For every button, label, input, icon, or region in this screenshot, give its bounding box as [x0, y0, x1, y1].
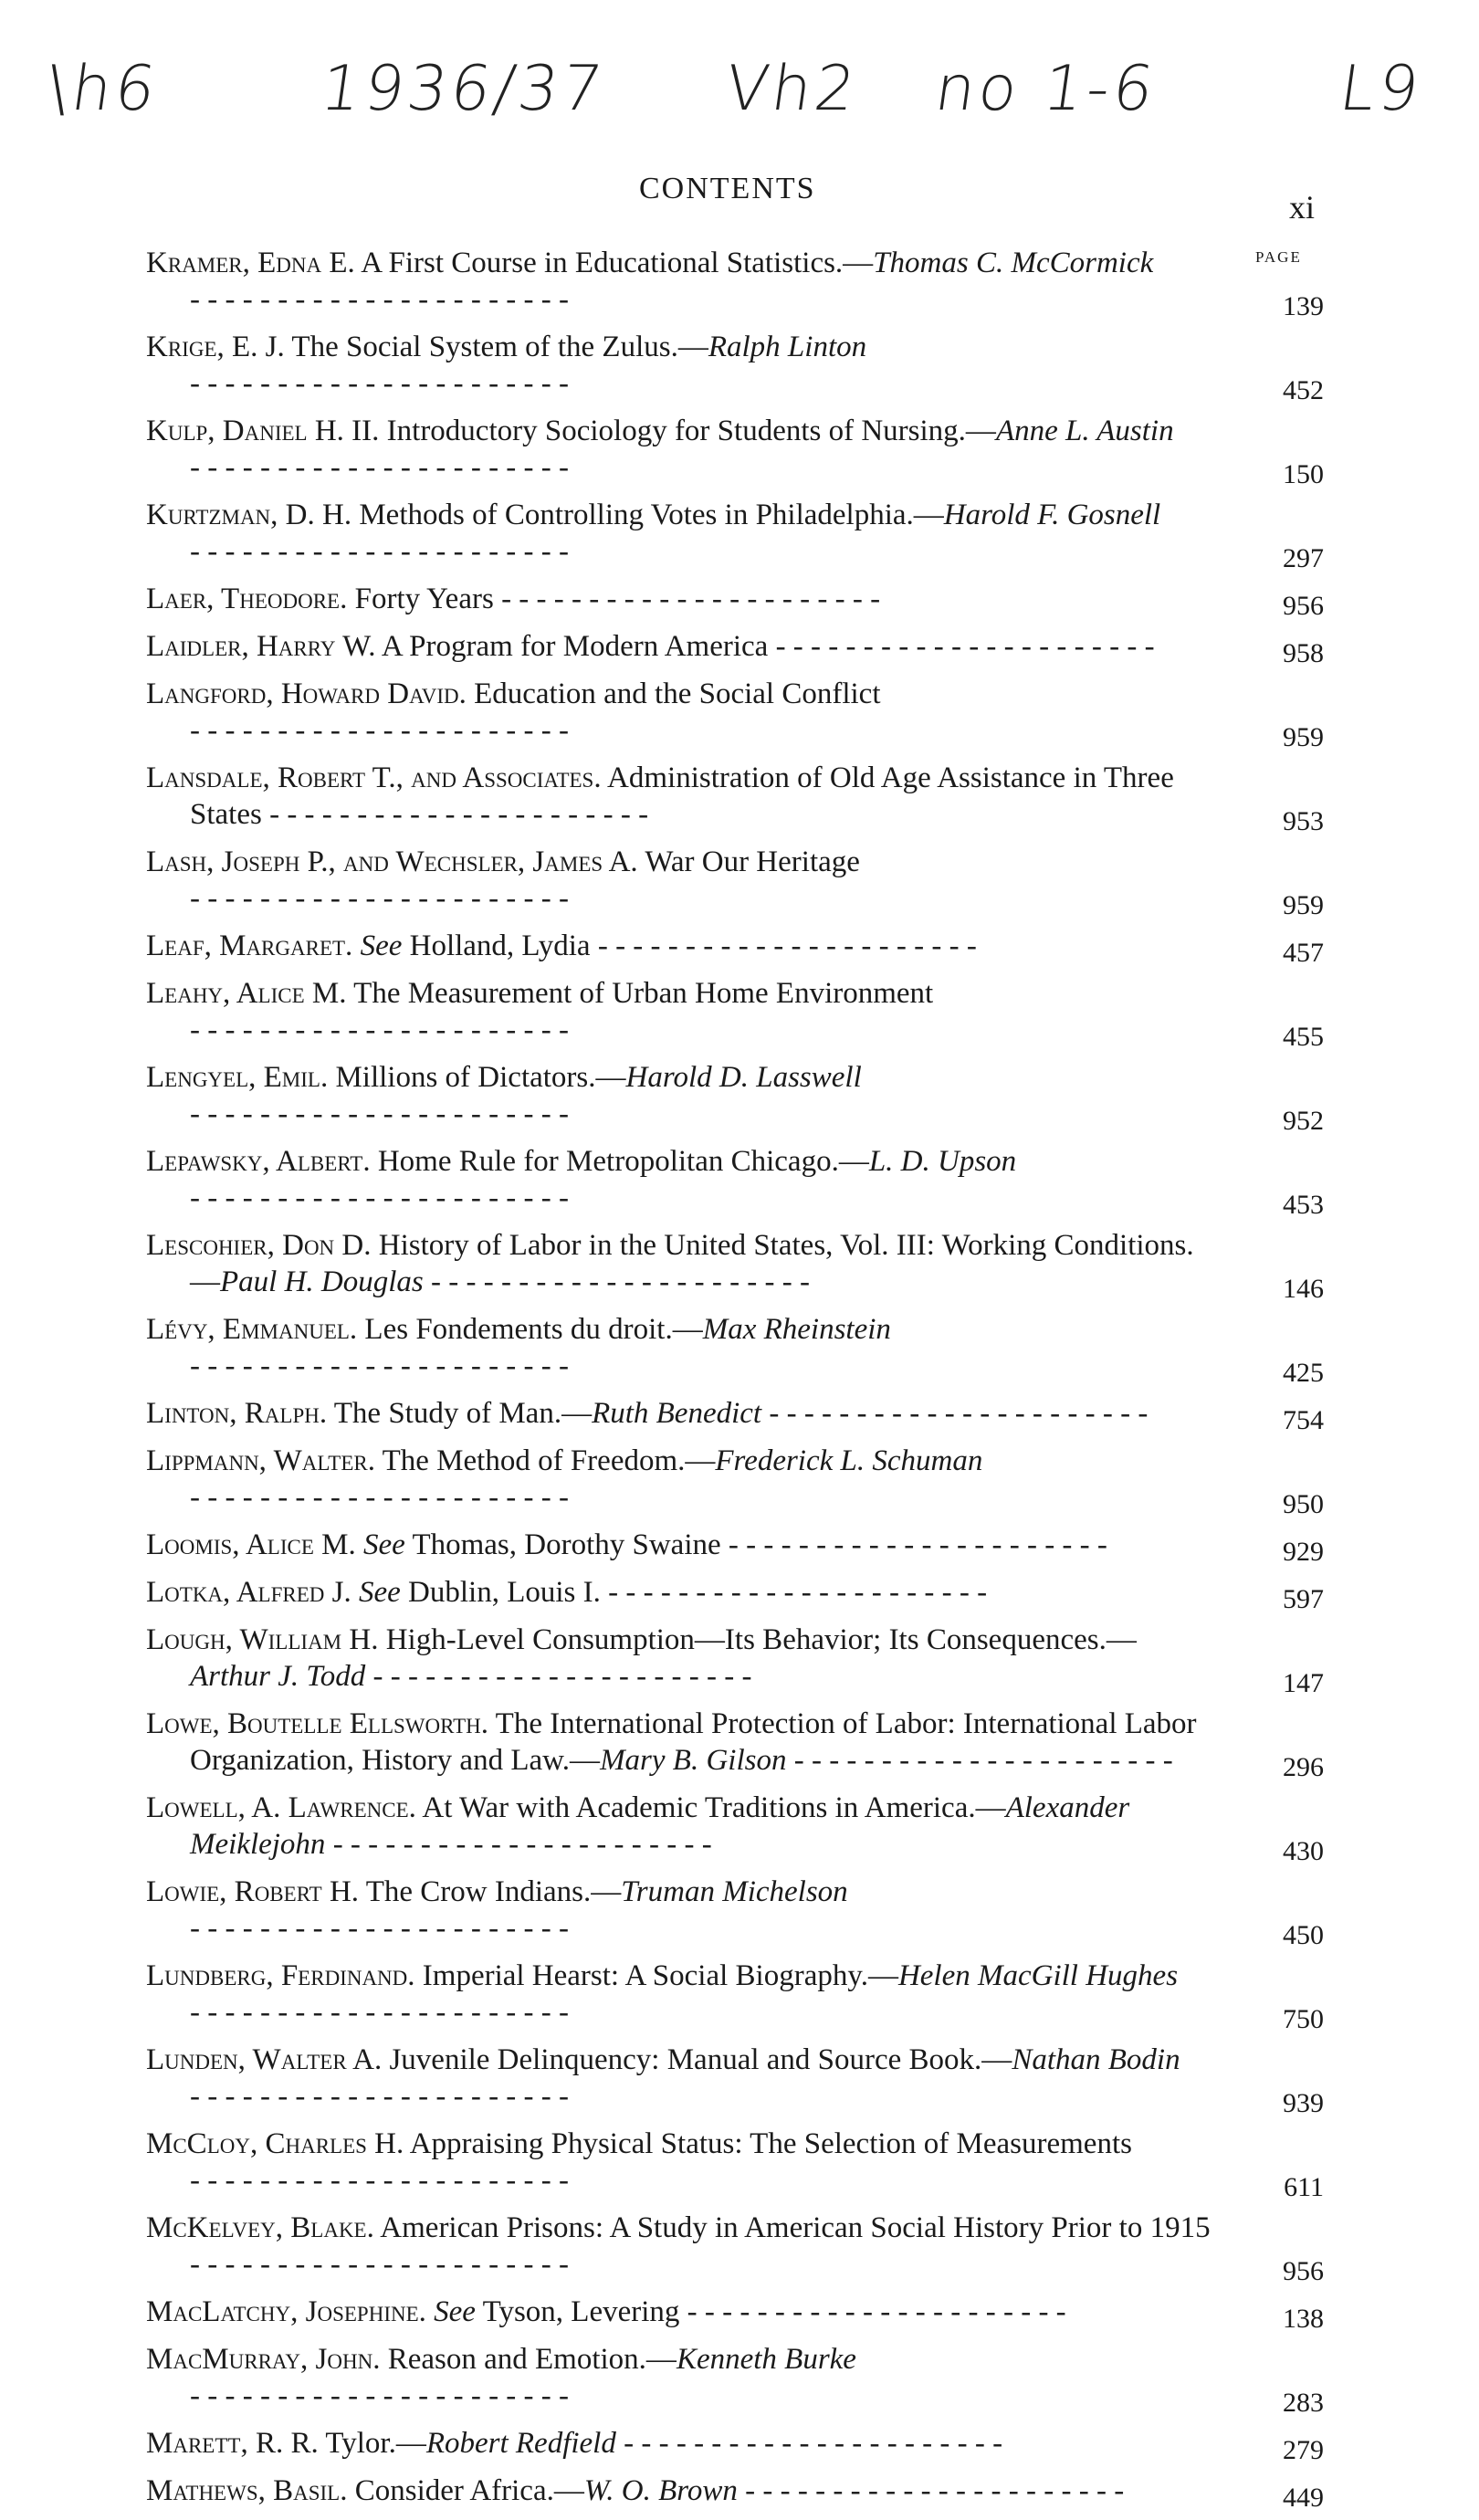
- entry-page-number: 953: [1283, 806, 1324, 836]
- entry-page-number: 956: [1283, 2256, 1324, 2286]
- entry-page-number: 146: [1283, 1274, 1324, 1304]
- contents-entry: [146, 1874, 1324, 1950]
- entry-author: Linton, Ralph.: [146, 1397, 328, 1430]
- contents-entry: [146, 1527, 1324, 1567]
- entry-author: Lippmann, Walter.: [146, 1444, 375, 1477]
- handwritten-note-3: Vh2: [720, 53, 864, 125]
- entry-author: Lengyel, Emil.: [146, 1061, 329, 1094]
- entry-page-number: 150: [1283, 459, 1324, 489]
- entry-reviewer: Harold F. Gosnell: [943, 499, 1161, 531]
- entry-author: Leaf, Margaret.: [146, 929, 353, 962]
- entry-title: Introductory Sociology for Students of Nursing.—: [386, 415, 996, 447]
- entry-author: Lash, Joseph P., and Wechsler, James A.: [146, 845, 638, 878]
- entry-reviewer: Truman Michelson: [621, 1875, 848, 1908]
- entry-text: [146, 2294, 1214, 2330]
- entry-title: Forty Years: [354, 583, 494, 615]
- entry-author: McKelvey, Blake.: [146, 2211, 374, 2244]
- entry-title: The International Protection of Labor: International Labor Organization, History and Law.—: [190, 1707, 1197, 1777]
- entry-reviewer: Robert Redfield: [425, 2427, 616, 2460]
- entry-text: [146, 581, 1214, 617]
- entry-title: The Measurement of Urban Home Environment: [353, 977, 934, 1010]
- entry-author: Kramer, Edna E.: [146, 247, 355, 279]
- handwritten-note-5: L9: [1335, 53, 1427, 125]
- contents-entry: [146, 2425, 1324, 2465]
- entry-page-number: 956: [1283, 591, 1324, 621]
- entry-page-number: 929: [1283, 1537, 1324, 1567]
- entry-title: Thomas, Dorothy Swaine: [412, 1528, 721, 1561]
- contents-entry: [146, 1059, 1324, 1136]
- entry-author: Kulp, Daniel H. II.: [146, 415, 380, 447]
- handwritten-call-number: [0, 53, 1479, 153]
- entry-title: Juvenile Delinquency: Manual and Source Book.—: [389, 2043, 1012, 2076]
- entry-text: [146, 1311, 1214, 1384]
- contents-entry: [146, 2210, 1324, 2286]
- entry-text: [146, 1622, 1214, 1695]
- entry-page-number: 952: [1283, 1106, 1324, 1136]
- contents-entry: [146, 329, 1324, 405]
- entry-author: Leahy, Alice M.: [146, 977, 347, 1010]
- entry-page-number: 750: [1283, 2004, 1324, 2034]
- entry-author: Langford, Howard David.: [146, 677, 467, 710]
- contents-entry: [146, 1227, 1324, 1304]
- entry-text: [146, 1227, 1214, 1300]
- contents-entry: [146, 628, 1324, 668]
- entry-title: Tyson, Levering: [482, 2295, 680, 2328]
- entry-reviewer: W. O. Brown: [583, 2474, 738, 2507]
- entry-text: [146, 2210, 1214, 2283]
- entry-title: Education and the Social Conflict: [474, 677, 881, 710]
- entry-see-reference: See: [358, 1576, 401, 1609]
- entry-title: History of Labor in the United States, Vol. III: Working Conditions.—: [190, 1229, 1194, 1298]
- entry-title: The Social System of the Zulus.—: [291, 331, 708, 363]
- entry-author: Lundberg, Ferdinand.: [146, 1959, 415, 1992]
- entry-page-number: 450: [1283, 1920, 1324, 1950]
- entry-text: [146, 329, 1214, 402]
- entry-author: Lunden, Walter A.: [146, 2043, 383, 2076]
- contents-entry: [146, 497, 1324, 573]
- entry-reviewer: Harold D. Lasswell: [625, 1061, 862, 1094]
- contents-entry: [146, 975, 1324, 1052]
- entry-text: [146, 1395, 1214, 1432]
- entry-author: Lough, William H.: [146, 1623, 379, 1656]
- entry-reviewer: Arthur J. Todd: [190, 1660, 366, 1693]
- entry-text: [146, 1574, 1214, 1611]
- entry-text: [146, 676, 1214, 749]
- entry-page-number: 430: [1283, 1836, 1324, 1866]
- contents-entry: [146, 844, 1324, 920]
- entry-reviewer: Max Rheinstein: [702, 1313, 891, 1346]
- entry-author: Mathews, Basil.: [146, 2474, 348, 2507]
- entry-author: Lansdale, Robert T., and Associates.: [146, 761, 602, 794]
- entry-author: Loomis, Alice M.: [146, 1528, 356, 1561]
- entry-text: [146, 1527, 1214, 1563]
- entry-page-number: 425: [1283, 1358, 1324, 1388]
- entry-text: [146, 245, 1214, 318]
- entry-page-number: 455: [1283, 1022, 1324, 1052]
- entry-title: Reason and Emotion.—: [387, 2343, 677, 2376]
- entry-text: [146, 413, 1214, 486]
- entry-title: Holland, Lydia: [409, 929, 591, 962]
- entry-text: [146, 1143, 1214, 1216]
- entry-reviewer: Ralph Linton: [708, 331, 867, 363]
- entry-text: [146, 1443, 1214, 1516]
- entry-text: [146, 2126, 1214, 2199]
- contents-entry: [146, 413, 1324, 489]
- contents-entry: [146, 928, 1324, 968]
- entry-page-number: 139: [1283, 291, 1324, 321]
- entry-text: [146, 2341, 1214, 2414]
- entry-page-number: 453: [1283, 1190, 1324, 1220]
- entry-title: Home Rule for Metropolitan Chicago.—: [377, 1145, 869, 1178]
- entry-author: Marett, R. R.: [146, 2427, 319, 2460]
- entry-page-number: 959: [1283, 890, 1324, 920]
- contents-entry: [146, 2042, 1324, 2118]
- entry-text: [146, 1059, 1214, 1132]
- entry-text: [146, 2042, 1214, 2115]
- entry-text: [146, 1958, 1214, 2031]
- entry-reviewer: L. D. Upson: [868, 1145, 1017, 1178]
- contents-entry: [146, 1574, 1324, 1614]
- entry-text: [146, 928, 1214, 964]
- entry-page-number: 147: [1283, 1668, 1324, 1698]
- contents-entry: [146, 245, 1324, 321]
- contents-entry: [146, 1958, 1324, 2034]
- entry-title: Dublin, Louis I.: [408, 1576, 601, 1609]
- contents-entry: [146, 1790, 1324, 1866]
- entry-reviewer: Alexander Meiklejohn: [190, 1791, 1130, 1861]
- contents-entry: [146, 1622, 1324, 1698]
- page-column-label: PAGE: [1255, 248, 1302, 266]
- entry-text: [146, 2473, 1214, 2509]
- entry-text: [146, 497, 1214, 570]
- contents-entry: [146, 1395, 1324, 1435]
- entry-page-number: 452: [1283, 375, 1324, 405]
- contents-entry: [146, 1143, 1324, 1220]
- entry-title: War Our Heritage: [645, 845, 860, 878]
- entry-author: Kurtzman, D. H.: [146, 499, 352, 531]
- entry-title: Administration of Old Age Assistance in Three States: [190, 761, 1174, 831]
- entry-title: The Study of Man.—: [333, 1397, 593, 1430]
- entry-reviewer: Paul H. Douglas: [220, 1265, 424, 1298]
- entry-title: A Program for Modern America: [381, 630, 769, 663]
- entry-author: MacLatchy, Josephine.: [146, 2295, 426, 2328]
- entry-author: Lowell, A. Lawrence.: [146, 1791, 416, 1824]
- entry-title: American Prisons: A Study in American Social History Prior to 1915: [380, 2211, 1211, 2244]
- entry-author: Lescohier, Don D.: [146, 1229, 372, 1262]
- entry-reviewer: Frederick L. Schuman: [715, 1444, 983, 1477]
- entry-title: Consider Africa.—: [354, 2474, 584, 2507]
- entry-reviewer: Mary B. Gilson: [600, 1744, 787, 1777]
- entry-reviewer: Anne L. Austin: [995, 415, 1174, 447]
- entry-author: Lowie, Robert H.: [146, 1875, 360, 1908]
- entry-page-number: 611: [1284, 2172, 1324, 2202]
- entry-title: High-Level Consumption—Its Behavior; Its Consequences.—: [385, 1623, 1137, 1656]
- page-header: [146, 172, 1333, 226]
- entry-page-number: 950: [1283, 1489, 1324, 1519]
- contents-entry: [146, 676, 1324, 752]
- entry-reviewer: Helen MacGill Hughes: [897, 1959, 1179, 1992]
- contents-entry: [146, 2294, 1324, 2334]
- entry-title: The Crow Indians.—: [365, 1875, 622, 1908]
- contents-entry: [146, 2473, 1324, 2513]
- handwritten-note-1: \h6: [42, 53, 163, 125]
- handwritten-note-2: 1936/37: [316, 53, 611, 125]
- entry-text: [146, 628, 1214, 665]
- entry-text: [146, 844, 1214, 917]
- entry-page-number: 283: [1283, 2388, 1324, 2418]
- entry-reviewer: Thomas C. McCormick: [873, 247, 1154, 279]
- entry-page-number: 939: [1283, 2088, 1324, 2118]
- entry-page-number: 958: [1283, 638, 1324, 668]
- entry-author: Lotka, Alfred J.: [146, 1576, 351, 1609]
- entry-page-number: 754: [1283, 1405, 1324, 1435]
- entry-title: A First Course in Educational Statistics.—: [361, 247, 874, 279]
- entry-see-reference: See: [360, 929, 403, 962]
- entry-page-number: 138: [1283, 2304, 1324, 2334]
- entry-title: The Method of Freedom.—: [382, 1444, 716, 1477]
- entry-author: Lepawsky, Albert.: [146, 1145, 371, 1178]
- entry-see-reference: See: [362, 1528, 405, 1561]
- entry-page-number: 597: [1283, 1584, 1324, 1614]
- contents-list: [146, 245, 1324, 2520]
- entry-page-number: 959: [1283, 722, 1324, 752]
- entry-author: MacMurray, John.: [146, 2343, 381, 2376]
- contents-entry: [146, 581, 1324, 621]
- entry-page-number: 297: [1283, 543, 1324, 573]
- entry-page-number: 279: [1283, 2435, 1324, 2465]
- entry-author: McCloy, Charles H.: [146, 2127, 404, 2160]
- entry-text: [146, 2425, 1214, 2462]
- page-title: CONTENTS: [639, 172, 816, 205]
- entry-page-number: 449: [1283, 2483, 1324, 2513]
- entry-reviewer: Kenneth Burke: [676, 2343, 856, 2376]
- entry-title: Methods of Controlling Votes in Philadelphia.—: [359, 499, 944, 531]
- contents-entry: [146, 2341, 1324, 2418]
- entry-reviewer: Nathan Bodin: [1012, 2043, 1180, 2076]
- entry-author: Lévy, Emmanuel.: [146, 1313, 358, 1346]
- entry-page-number: 296: [1283, 1752, 1324, 1782]
- contents-entry: [146, 1443, 1324, 1519]
- entry-page-number: 457: [1283, 938, 1324, 968]
- entry-author: Krige, E. J.: [146, 331, 285, 363]
- page-number: xi: [1288, 189, 1315, 226]
- entry-title: Les Fondements du droit.—: [364, 1313, 703, 1346]
- entry-title: Tylor.—: [325, 2427, 426, 2460]
- entry-author: Lowe, Boutelle Ellsworth.: [146, 1707, 488, 1740]
- entry-title: At War with Academic Traditions in America.—: [422, 1791, 1006, 1824]
- entry-text: [146, 1874, 1214, 1947]
- entry-text: [146, 760, 1214, 833]
- entry-text: [146, 975, 1214, 1048]
- entry-title: Millions of Dictators.—: [335, 1061, 626, 1094]
- entry-see-reference: See: [434, 2295, 476, 2328]
- contents-entry: [146, 760, 1324, 836]
- entry-text: [146, 1790, 1214, 1863]
- contents-entry: [146, 1706, 1324, 1782]
- entry-author: Laer, Theodore.: [146, 583, 348, 615]
- contents-entry: [146, 1311, 1324, 1388]
- entry-title: Appraising Physical Status: The Selection of Measurements: [409, 2127, 1132, 2160]
- entry-text: [146, 1706, 1214, 1779]
- contents-entry: [146, 2126, 1324, 2202]
- handwritten-note-4: no 1-6: [930, 53, 1161, 125]
- entry-author: Laidler, Harry W.: [146, 630, 376, 663]
- entry-reviewer: Ruth Benedict: [592, 1397, 762, 1430]
- entry-title: Imperial Hearst: A Social Biography.—: [422, 1959, 898, 1992]
